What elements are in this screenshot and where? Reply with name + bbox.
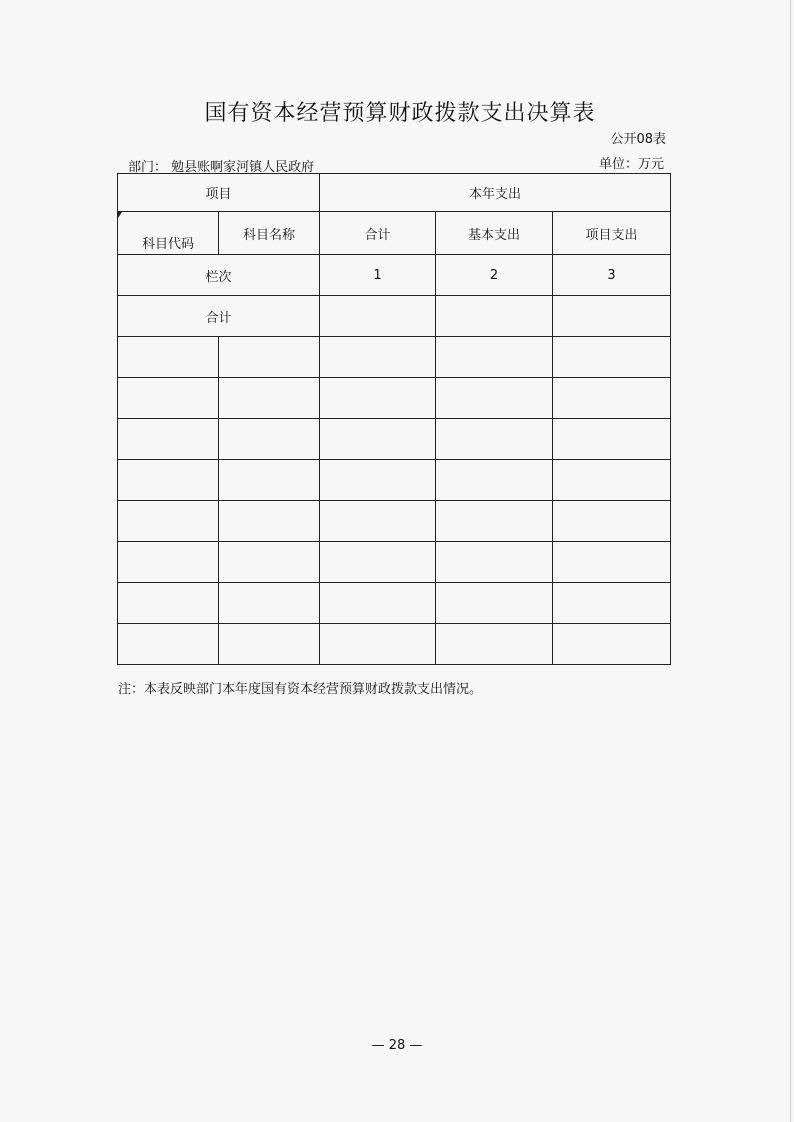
header-basic-expenditure: 基本支出 (436, 212, 553, 255)
table-cell (436, 378, 553, 419)
header-row-1 (118, 174, 671, 212)
table-cell (219, 583, 320, 624)
form-code: 公开08表 (610, 132, 666, 147)
header-subject-code: 科目代码 (118, 212, 219, 255)
table-cell (436, 460, 553, 501)
table-cell (320, 419, 436, 460)
page-number: — 28 — (371, 1038, 423, 1053)
footnote: 注：本表反映部门本年度国有资本经营预算财政拨款支出情况。 (118, 682, 483, 697)
table-cell (219, 378, 320, 419)
table-cell (320, 583, 436, 624)
table-cell (436, 542, 553, 583)
table-row (118, 460, 671, 501)
column-index-3: 3 (553, 255, 671, 296)
table-row (118, 419, 671, 460)
table-cell (553, 501, 671, 542)
table-cell (118, 337, 219, 378)
table-cell (118, 624, 219, 665)
table-cell (320, 460, 436, 501)
total-cell-3 (553, 296, 671, 337)
page-title: 国有资本经营预算财政拨款支出决算表 (204, 101, 596, 126)
unit-label: 单位：万元 (598, 157, 664, 172)
total-cell-2 (436, 296, 553, 337)
table-row (118, 583, 671, 624)
header-row-2 (118, 212, 671, 255)
header-total: 合计 (320, 212, 436, 255)
table-cell (553, 337, 671, 378)
table-row (118, 501, 671, 542)
table-row (118, 542, 671, 583)
table-cell (320, 378, 436, 419)
expenditure-table (117, 173, 671, 665)
total-cell-1 (320, 296, 436, 337)
table-cell (219, 501, 320, 542)
table-cell (219, 460, 320, 501)
column-index-2: 2 (436, 255, 553, 296)
table-cell (320, 501, 436, 542)
header-project-expenditure: 项目支出 (553, 212, 671, 255)
table-cell (219, 337, 320, 378)
table-cell (553, 542, 671, 583)
table-cell (219, 624, 320, 665)
header-current-year: 本年支出 (320, 174, 671, 212)
table-cell (118, 378, 219, 419)
table-cell (553, 419, 671, 460)
table-row (118, 337, 671, 378)
table-cell (320, 542, 436, 583)
column-index-1: 1 (320, 255, 436, 296)
table-cell (320, 624, 436, 665)
total-row-label: 合计 (118, 296, 320, 337)
table-cell (320, 337, 436, 378)
table-cell (219, 542, 320, 583)
column-index-row (118, 255, 671, 296)
table-cell (553, 460, 671, 501)
header-subject-name: 科目名称 (219, 212, 320, 255)
table-cell (436, 624, 553, 665)
department-label: 部门： 勉县账啊家河镇人民政府 (128, 160, 315, 175)
table-cell (436, 419, 553, 460)
table-cell (553, 583, 671, 624)
table-cell (118, 542, 219, 583)
table-cell (436, 501, 553, 542)
table-cell (436, 583, 553, 624)
table-cell (553, 378, 671, 419)
total-row (118, 296, 671, 337)
column-index-label: 栏次 (118, 255, 320, 296)
table-cell (553, 624, 671, 665)
table-cell (436, 337, 553, 378)
table-cell (118, 501, 219, 542)
table-cell (118, 583, 219, 624)
header-item: 项目 (118, 174, 320, 212)
table-cell (219, 419, 320, 460)
table-cell (118, 419, 219, 460)
table-cell (118, 460, 219, 501)
page-edge (790, 0, 791, 1122)
table-row (118, 624, 671, 665)
table-row (118, 378, 671, 419)
